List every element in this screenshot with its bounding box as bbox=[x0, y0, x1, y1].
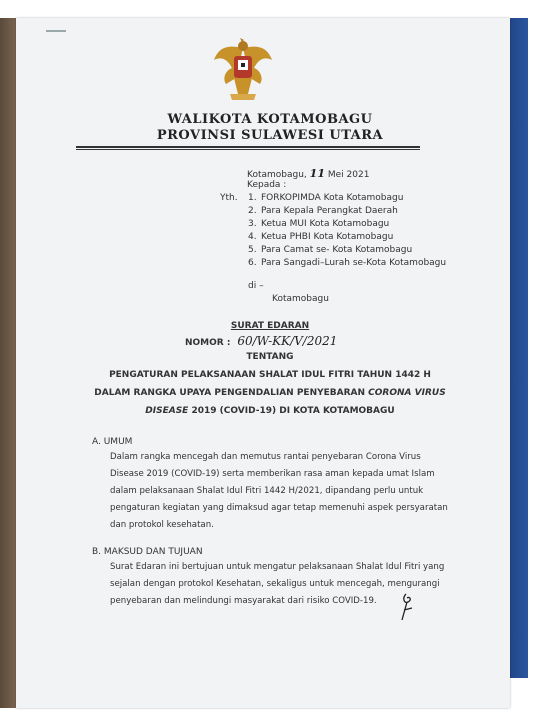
section-a-paragraph bbox=[110, 449, 448, 534]
recipient-text: Para Sangadi–Lurah se-Kota Kotamobagu bbox=[261, 258, 447, 268]
letterhead-rule-thin bbox=[76, 149, 420, 150]
recipient-num: 1. bbox=[248, 193, 257, 203]
paragraph-line: dan protokol kesehatan. bbox=[110, 520, 214, 530]
recipient-num: 2. bbox=[248, 206, 257, 216]
staple-mark bbox=[46, 30, 66, 32]
nomor-value: 60/W-KK/V/2021 bbox=[237, 334, 338, 348]
yth-label: Yth. bbox=[220, 193, 238, 203]
kepada-label: Kepada : bbox=[247, 180, 287, 190]
recipient-num: 3. bbox=[248, 219, 257, 229]
recipient-text: Para Kepala Perangkat Daerah bbox=[261, 206, 398, 216]
letterhead-subtitle: PROVINSI SULAWESI UTARA bbox=[156, 128, 384, 143]
di-label: di – bbox=[248, 281, 264, 291]
recipient-text: Ketua MUI Kota Kotamobagu bbox=[261, 219, 390, 229]
nomor-line bbox=[185, 334, 337, 348]
paragraph-line: Surat Edaran ini bertujuan untuk mengatur pelaksanaan Shalat Idul Fitri yang bbox=[110, 562, 445, 572]
paragraph-line: Dalam rangka mencegah dan memutus rantai penyebaran Corona Virus bbox=[110, 452, 421, 462]
paragraph-line: sejalan dengan protokol Kesehatan, sekaligus untuk mencegah, mengurangi bbox=[110, 579, 440, 589]
date-line: Kotamobagu, 11 Mei 2021 bbox=[247, 167, 370, 180]
recipient-text: Ketua PHBI Kota Kotamobagu bbox=[261, 232, 394, 242]
tentang-heading: TENTANG bbox=[246, 352, 294, 362]
letterhead-rule-thick bbox=[76, 146, 420, 148]
subject-line-2: DALAM RANGKA UPAYA PENGENDALIAN PENYEBARAN CORONA VIRUS bbox=[94, 388, 446, 398]
section-a-title: A. UMUM bbox=[92, 437, 133, 447]
section-b-paragraph bbox=[110, 559, 445, 610]
surat-edaran-heading: SURAT EDARAN bbox=[230, 321, 310, 331]
recipient-num: 5. bbox=[248, 245, 257, 255]
letterhead-title: WALIKOTA KOTAMOBAGU bbox=[167, 112, 373, 127]
recipient-text: Para Camat se- Kota Kotamobagu bbox=[261, 245, 413, 255]
recipient-num: 4. bbox=[248, 232, 257, 242]
paragraph-line: penyebaran dan melindungi masyarakat dari risiko COVID-19. bbox=[110, 596, 377, 606]
section-b-title: B. MAKSUD DAN TUJUAN bbox=[92, 547, 203, 557]
paragraph-line: Disease 2019 (COVID-19) serta memberikan rasa aman kepada umat Islam bbox=[110, 469, 435, 479]
recipient-text: FORKOPIMDA Kota Kotamobagu bbox=[261, 193, 404, 203]
subject-line-1: PENGATURAN PELAKSANAAN SHALAT IDUL FITRI TAHUN 1442 H bbox=[109, 370, 431, 380]
garuda-emblem-icon bbox=[212, 38, 274, 104]
di-place: Kotamobagu bbox=[272, 294, 329, 304]
paragraph-line: dalam pelaksanaan Shalat Idul Fitri 1442 H/2021, dipandang perlu untuk bbox=[110, 486, 424, 496]
date-day: 11 bbox=[309, 167, 325, 180]
nomor-label: NOMOR : bbox=[185, 338, 231, 348]
recipient-num: 6. bbox=[248, 258, 257, 268]
paraf-signature-icon bbox=[398, 592, 416, 622]
subject-line-3: DISEASE 2019 (COVID-19) DI KOTA KOTAMOBAGU bbox=[145, 406, 395, 416]
paragraph-line: pengaturan kegiatan yang dimaksud agar tetap memenuhi aspek persyaratan bbox=[110, 503, 448, 513]
